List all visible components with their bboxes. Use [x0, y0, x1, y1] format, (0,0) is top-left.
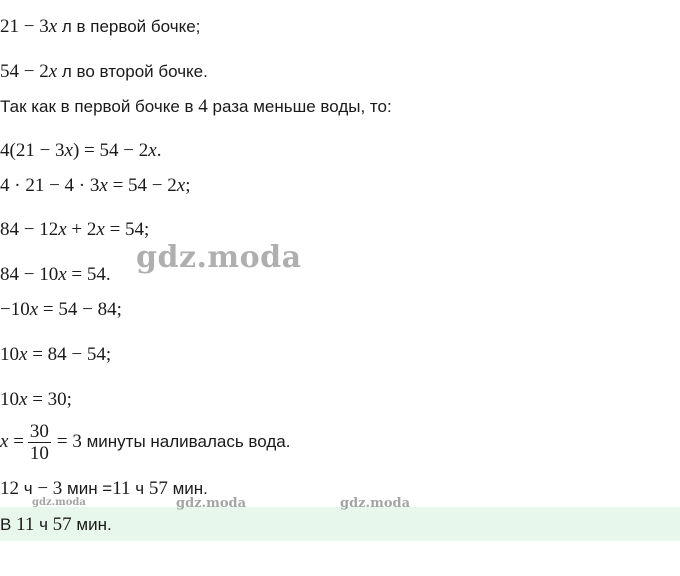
math-variable: x	[148, 140, 157, 161]
equation-line-1	[0, 141, 161, 161]
math-number: 11	[112, 478, 131, 499]
math-expression: = 54;	[104, 219, 150, 240]
math-expression: = 3	[56, 431, 82, 452]
text-fragment: мин.	[167, 479, 208, 498]
math-expression: 84 − 12	[0, 219, 59, 240]
text-fragment: мин.	[71, 515, 112, 534]
math-expression: 54 − 2	[0, 61, 49, 82]
text-fragment: л во второй бочке.	[57, 62, 208, 81]
math-expression: .	[156, 140, 162, 161]
answer-box	[0, 507, 680, 541]
math-variable: x	[48, 61, 58, 82]
math-expression: =	[8, 431, 24, 452]
equation-line-5	[0, 300, 122, 320]
math-expression: = 84 − 54;	[27, 344, 112, 365]
math-variable: x	[0, 431, 9, 452]
watermark-large: gdz.moda	[136, 240, 302, 275]
math-variable: x	[29, 299, 39, 320]
fraction	[28, 421, 51, 464]
line-condition	[0, 97, 392, 117]
math-number: 11	[16, 514, 35, 535]
math-expression: + 2	[66, 219, 97, 240]
line-barrel-one	[0, 17, 200, 37]
math-expression: ) = 54 − 2	[72, 140, 149, 161]
math-expression: 21 − 3	[0, 16, 49, 37]
equation-line-2	[0, 176, 190, 196]
equation-fraction-line	[0, 420, 290, 470]
math-number: 4	[198, 96, 208, 117]
math-expression: 10	[0, 344, 19, 365]
watermark-small: gdz.moda	[32, 497, 86, 508]
equation-line-6	[0, 345, 111, 365]
line-barrel-two	[0, 62, 208, 82]
math-number: 57	[52, 514, 72, 535]
math-expression: 4(21 − 3	[0, 140, 65, 161]
math-expression: 84 − 10	[0, 264, 59, 285]
math-variable: x	[19, 344, 28, 365]
math-expression: = 54 − 84;	[38, 299, 122, 320]
math-variable: x	[64, 140, 73, 161]
math-expression: = 54 − 2	[107, 175, 177, 196]
text-fragment: мин =	[62, 479, 113, 498]
math-expression: 10	[0, 389, 19, 410]
math-variable: x	[58, 264, 67, 285]
fraction-numerator: 30	[29, 421, 49, 443]
math-expression: − 3	[37, 478, 63, 499]
math-expression: = 54.	[66, 264, 111, 285]
math-variable: x	[19, 389, 28, 410]
math-variable: x	[48, 16, 58, 37]
math-variable: x	[96, 219, 105, 240]
watermark-small: gdz.moda	[176, 496, 247, 511]
text-fragment: минуты наливалась вода.	[81, 432, 291, 451]
watermark-small: gdz.moda	[340, 496, 411, 511]
text-fragment: л в первой бочке;	[57, 17, 201, 36]
fraction-denominator: 10	[29, 443, 49, 465]
text-fragment: Так как в первой бочке в	[0, 97, 199, 116]
math-expression: −10	[0, 299, 30, 320]
math-variable: x	[58, 219, 67, 240]
math-variable: x	[176, 175, 186, 196]
math-expression: 4 · 21 − 4 · 3	[0, 175, 100, 196]
equation-line-4	[0, 265, 111, 285]
math-variable: x	[99, 175, 108, 196]
math-expression: ;	[185, 175, 191, 196]
text-fragment: ч	[19, 479, 38, 498]
math-number: 12	[0, 478, 19, 499]
math-expression: = 30;	[27, 389, 72, 410]
answer-line	[0, 515, 112, 535]
text-fragment: раза меньше воды, то:	[207, 97, 392, 116]
math-number: 57	[148, 478, 168, 499]
text-fragment: ч	[34, 515, 53, 534]
equation-line-3	[0, 220, 149, 240]
text-fragment: В	[0, 515, 17, 534]
text-fragment: ч	[130, 479, 149, 498]
equation-line-7	[0, 390, 72, 410]
